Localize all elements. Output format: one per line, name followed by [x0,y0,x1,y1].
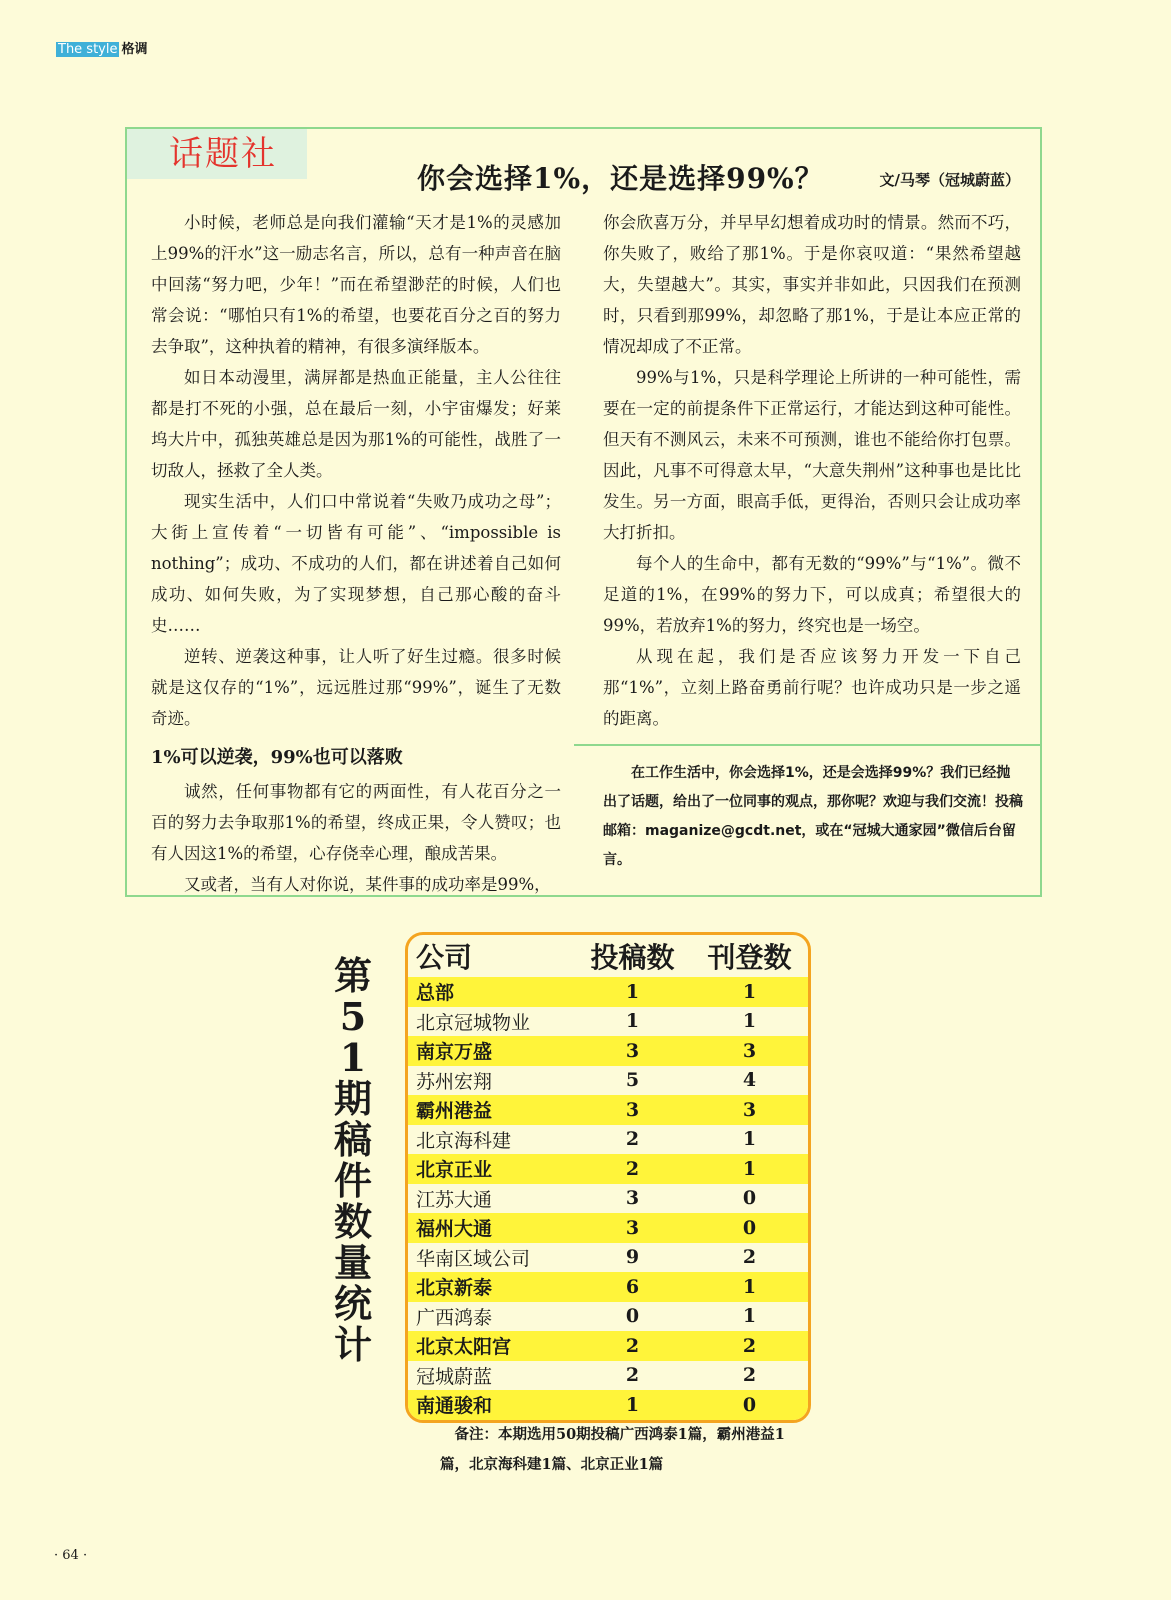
paragraph: 小时候，老师总是向我们灌输“天才是1%的灵感加上99%的汗水”这一励志名言，所以，总有一种声音在脑中回荡“努力吧，少年！”而在希望渺茫的时候，人们也常会说：“哪怕只有1%的希望，也要花百分之百的努力去争取”，这种执着的精神，有很多演绎版本。 [151,213,561,356]
paragraph: 现实生活中，人们口中常说着“失败乃成功之母”；大街上宣传着“一切皆有可能”、“impossible is nothing”；成功、不成功的人们，都在讲述着自己如何成功、如何失败，为了实现梦想，自己那心酸的奋斗史…… [151,492,561,635]
section-tag: 话题社 [127,129,307,179]
cell-submitted: 2 [625,1128,640,1151]
cell-company: 南通骏和 [408,1390,574,1420]
article-column-left [151,207,561,900]
cell-submitted: 3 [574,1095,691,1125]
cell-submitted: 6 [574,1272,691,1302]
cell-submitted: 3 [574,1213,691,1243]
subheading: 1%可以逆袭，99%也可以落败 [151,747,403,768]
cell-submitted: 3 [574,1036,691,1066]
cell-published: 1 [691,1154,808,1184]
article-byline: 文/马琴（冠城蔚蓝） [879,171,1020,189]
callout-divider [574,744,1042,746]
paragraph: 从现在起，我们是否应该努力开发一下自己那“1%”，立刻上路奋勇前行呢？也许成功只是一步之遥的距离。 [603,647,1021,728]
paragraph: 又或者，当有人对你说，某件事的成功率是99%， [184,875,551,894]
cell-published: 1 [742,1128,757,1151]
cell-company: 南京万盛 [408,1036,574,1066]
cell-submitted: 2 [574,1154,691,1184]
cell-submitted: 3 [625,1187,640,1210]
cell-company: 北京太阳宫 [408,1331,574,1361]
cell-published: 0 [742,1187,757,1210]
table-row [408,977,808,1007]
page-number: · 64 · [54,1548,88,1563]
table-row [408,1331,808,1361]
table-header-row [408,935,808,977]
paragraph: 如日本动漫里，满屏都是热血正能量，主人公往往都是打不死的小强，总在最后一刻，小宇宙爆发；好莱坞大片中，孤独英雄总是因为那1%的可能性，战胜了一切敌人，拯救了全人类。 [151,368,561,480]
cell-published: 4 [742,1069,757,1092]
article-column-right [603,207,1021,734]
cell-company: 福州大通 [408,1213,574,1243]
magazine-column-tag [56,38,148,57]
table-row [408,1095,808,1125]
table-row [408,1036,808,1066]
cell-published: 2 [742,1364,757,1387]
cell-company: 苏州宏翔 [416,1070,493,1093]
column-tag-en: The style [58,42,118,57]
table-row [408,1272,808,1302]
stats-table [405,932,811,1423]
table-row [408,1184,808,1214]
paragraph: 每个人的生命中，都有无数的“99%”与“1%”。微不足道的1%，在99%的努力下，可以成真；希望很大的99%，若放弃1%的努力，终究也是一场空。 [603,554,1021,635]
article-box [125,127,1042,897]
table-row [408,1361,808,1391]
table-row [408,1213,808,1243]
paragraph: 诚然，任何事物都有它的两面性，有人花百分之一百的努力去争取那1%的希望，终成正果，令人赞叹；也有人因这1%的希望，心存侥幸心理，酿成苦果。 [151,782,561,863]
header-submitted: 投稿数 [590,941,675,974]
cell-submitted: 0 [625,1305,640,1328]
cell-published: 3 [691,1036,808,1066]
cell-company: 北京新泰 [408,1272,574,1302]
cell-submitted: 1 [574,977,691,1007]
cell-submitted: 2 [574,1331,691,1361]
cell-company: 华南区域公司 [416,1247,531,1270]
table-row [408,1243,808,1273]
cell-published: 1 [742,1305,757,1328]
paragraph: 99%与1%，只是科学理论上所讲的一种可能性，需要在一定的前提条件下正常运行，才能达到这种可能性。但天有不测风云，未来不可预测，谁也不能给你打包票。因此，凡事不可得意太早，“大意失荆州”这种事也是比比发生。另一方面，眼高手低，更得治，否则只会让成功率大打折扣。 [603,368,1021,542]
cell-published: 0 [691,1390,808,1420]
cell-published: 1 [742,1010,757,1033]
header-published: 刊登数 [707,941,792,974]
cell-published: 1 [691,977,808,1007]
column-tag-zh: 格调 [121,42,148,57]
article-title: 你会选择1%，还是选择99%？ [417,162,824,195]
cell-submitted: 1 [574,1390,691,1420]
cell-published: 2 [691,1331,808,1361]
cell-published: 3 [691,1095,808,1125]
cell-submitted: 5 [625,1069,640,1092]
table-row [408,1066,808,1096]
cell-company: 冠城蔚蓝 [416,1365,493,1388]
cell-company: 北京冠城物业 [416,1011,531,1034]
callout-text: 在工作生活中，你会选择1%，还是会选择99%？我们已经抛出了话题，给出了一位同事的观点，那你呢？欢迎与我们交流！投稿邮箱：maganize@gcdt.net，或在“冠城大通家园”微信后台留言。 [603,765,1023,868]
table-row [408,1007,808,1037]
stats-note: 备注：本期选用50期投稿广西鸿泰1篇，霸州港益1篇，北京海科建1篇、北京正业1篇 [440,1426,785,1473]
cell-company: 总部 [408,977,574,1007]
cell-company: 江苏大通 [416,1188,493,1211]
paragraph: 你会欣喜万分，并早早幻想着成功时的情景。然而不巧，你失败了，败给了那1%。于是你哀叹道：“果然希望越大，失望越大”。其实，事实并非如此，只因我们在预测时，只看到那99%，却忽略了那1%，于是让本应正常的情况却成了不正常。 [603,213,1021,356]
cell-company: 北京正业 [408,1154,574,1184]
cell-published: 0 [691,1213,808,1243]
cell-submitted: 9 [625,1246,640,1269]
stats-title: 第51期稿件数量统计 [333,953,372,1367]
table-row [408,1125,808,1155]
cell-submitted: 2 [625,1364,640,1387]
cell-submitted: 1 [625,1010,640,1033]
header-company: 公司 [416,941,473,974]
cell-company: 北京海科建 [416,1129,512,1152]
cell-company: 霸州港益 [408,1095,574,1125]
cell-company: 广西鸿泰 [416,1306,493,1329]
cell-published: 1 [691,1272,808,1302]
cell-published: 2 [742,1246,757,1269]
table-row [408,1302,808,1332]
table-row [408,1390,808,1420]
paragraph: 逆转、逆袭这种事，让人听了好生过瘾。很多时候就是这仅存的“1%”，远远胜过那“99%”，诞生了无数奇迹。 [151,647,561,728]
table-row [408,1154,808,1184]
